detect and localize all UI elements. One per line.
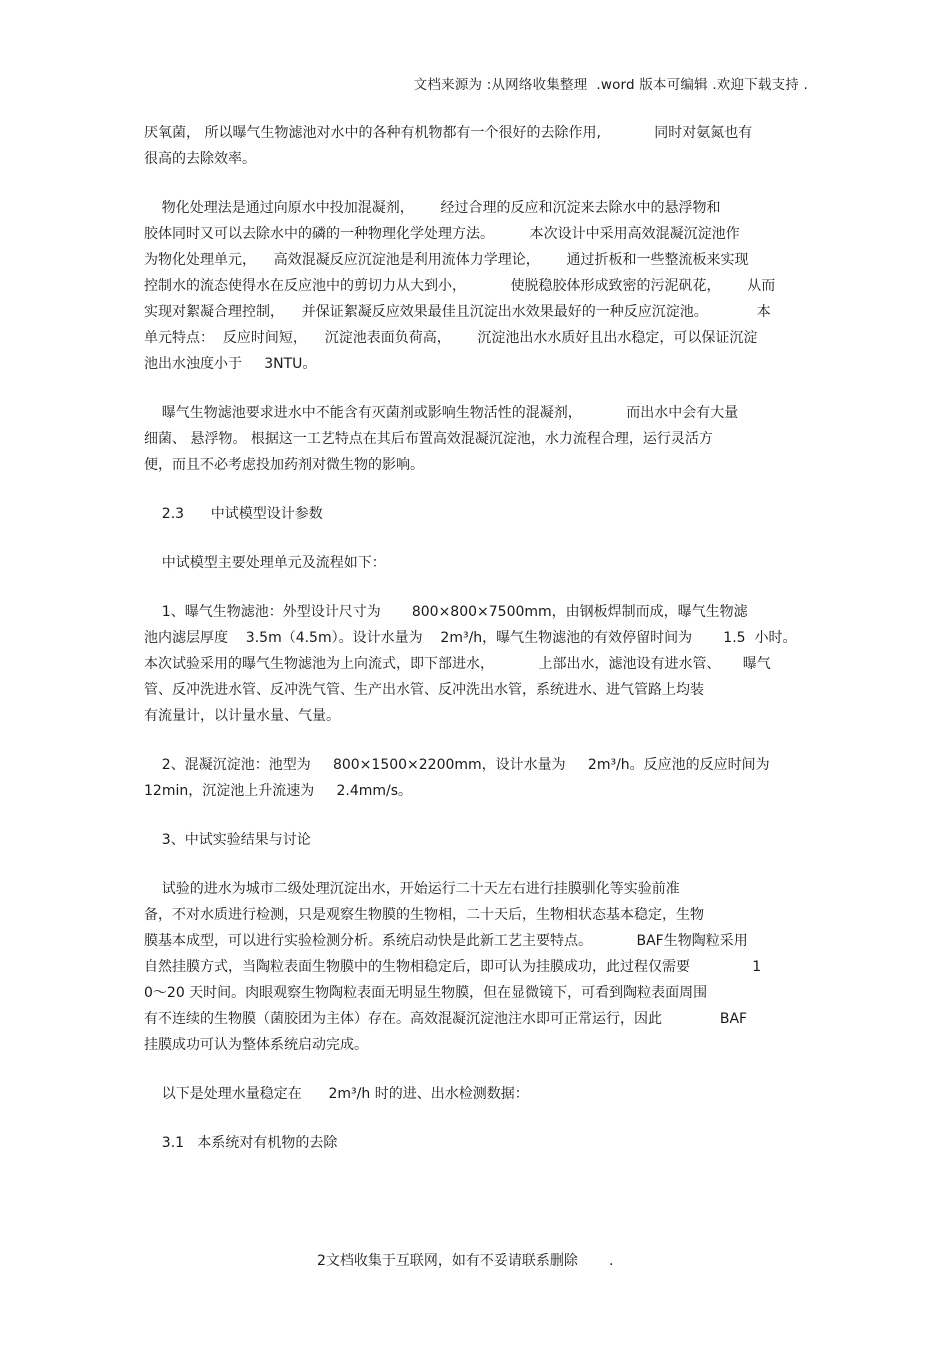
text-line: 控制水的流态使得水在反应池中的剪切力从大到小， 使脱稳胶体形成致密的污泥矾花， 从而	[144, 278, 776, 294]
text-line: 厌氧菌， 所以曝气生物滤池对水中的各种有机物都有一个很好的去除作用, 同时对氨氮也有	[144, 125, 753, 141]
page-header: 文档来源为 :从网络收集整理 .word 版本可编辑 .欢迎下载支持 .	[413, 77, 808, 93]
section-heading	[144, 1130, 806, 1156]
text-line: 胶体同时又可以去除水中的磷的一种物理化学处理方法。 本次设计中采用高效混凝沉淀池作	[144, 226, 740, 242]
section-heading	[144, 827, 806, 853]
document-body	[144, 120, 806, 1156]
text-line: 单元特点： 反应时间短， 沉淀池表面负荷高， 沉淀池出水水质好且出水稳定，可以保证沉淀	[144, 330, 758, 346]
paragraph	[144, 876, 806, 1058]
text-line: 管、反冲洗进水管、反冲洗气管、生产出水管、反冲洗出水管，系统进水、进气管路上均装	[144, 682, 704, 698]
text-line: 挂膜成功可认为整体系统启动完成。	[144, 1037, 368, 1053]
paragraph	[144, 1081, 806, 1107]
text-line: 有流量计，以计量水量、气量。	[144, 708, 340, 724]
text-line: 以下是处理水量稳定在 2m³/h 时的进、出水检测数据：	[144, 1086, 529, 1102]
page-footer: 2文档收集于互联网，如有不妥请联系删除 .	[317, 1253, 614, 1269]
text-line: 有不连续的生物膜（菌胶团为主体）存在。高效混凝沉淀池注水即可正常运行，因此 BAF	[144, 1011, 748, 1027]
paragraph	[144, 120, 806, 172]
text-line: 3、中试实验结果与讨论	[144, 832, 311, 848]
text-line: 细菌、 悬浮物。 根据这一工艺特点在其后布置高效混凝沉淀池，水力流程合理，运行灵活方	[144, 431, 713, 447]
paragraph	[144, 599, 806, 729]
text-line: 曝气生物滤池要求进水中不能含有灭菌剂或影响生物活性的混凝剂， 而出水中会有大量	[144, 405, 739, 421]
text-line: 池出水浊度小于 3NTU。	[144, 356, 317, 372]
text-line: 本次试验采用的曝气生物滤池为上向流式，即下部进水， 上部出水，滤池设有进水管、 曝气	[144, 656, 771, 672]
text-line: 很高的去除效率。	[144, 151, 256, 167]
text-line: 试验的进水为城市二级处理沉淀出水，开始运行二十天左右进行挂膜驯化等实验前准	[144, 881, 680, 897]
section-heading	[144, 501, 806, 527]
text-line: 备，不对水质进行检测，只是观察生物膜的生物相，二十天后，生物相状态基本稳定，生物	[144, 907, 704, 923]
paragraph	[144, 752, 806, 804]
text-line: 2.3 中试模型设计参数	[144, 506, 323, 522]
paragraph	[144, 550, 806, 576]
text-line: 自然挂膜方式，当陶粒表面生物膜中的生物相稳定后，即可认为挂膜成功，此过程仅需要 1	[144, 959, 762, 975]
text-line: 2、混凝沉淀池：池型为 800×1500×2200mm，设计水量为 2m³/h。反应池的反应时间为	[144, 757, 770, 773]
paragraph	[144, 400, 806, 478]
text-line: 为物化处理单元， 高效混凝反应沉淀池是利用流体力学理论， 通过折板和一些整流板来实现	[144, 252, 749, 268]
text-line: 中试模型主要处理单元及流程如下：	[144, 555, 386, 571]
text-line: 12min，沉淀池上升流速为 2.4mm/s。	[144, 783, 413, 799]
text-line: 1、曝气生物滤池：外型设计尺寸为 800×800×7500mm，由钢板焊制而成，曝气生物滤	[144, 604, 748, 620]
text-line: 3.1 本系统对有机物的去除	[144, 1135, 338, 1151]
text-line: 实现对絮凝合理控制， 并保证絮凝反应效果最佳且沉淀出水效果最好的一种反应沉淀池。 本	[144, 304, 771, 320]
text-line: 池内滤层厚度 3.5m（4.5m）。设计水量为 2m³/h，曝气生物滤池的有效停留时间为 1.5 小时。	[144, 630, 797, 646]
text-line: 0～20 天时间。肉眼观察生物陶粒表面无明显生物膜，但在显微镜下，可看到陶粒表面周围	[144, 985, 708, 1001]
paragraph	[144, 195, 806, 377]
text-line: 物化处理法是通过向原水中投加混凝剂， 经过合理的反应和沉淀来去除水中的悬浮物和	[144, 200, 721, 216]
text-line: 膜基本成型，可以进行实验检测分析。系统启动快是此新工艺主要特点。 BAF生物陶粒采用	[144, 933, 748, 949]
text-line: 便，而且不必考虑投加药剂对微生物的影响。	[144, 457, 424, 473]
